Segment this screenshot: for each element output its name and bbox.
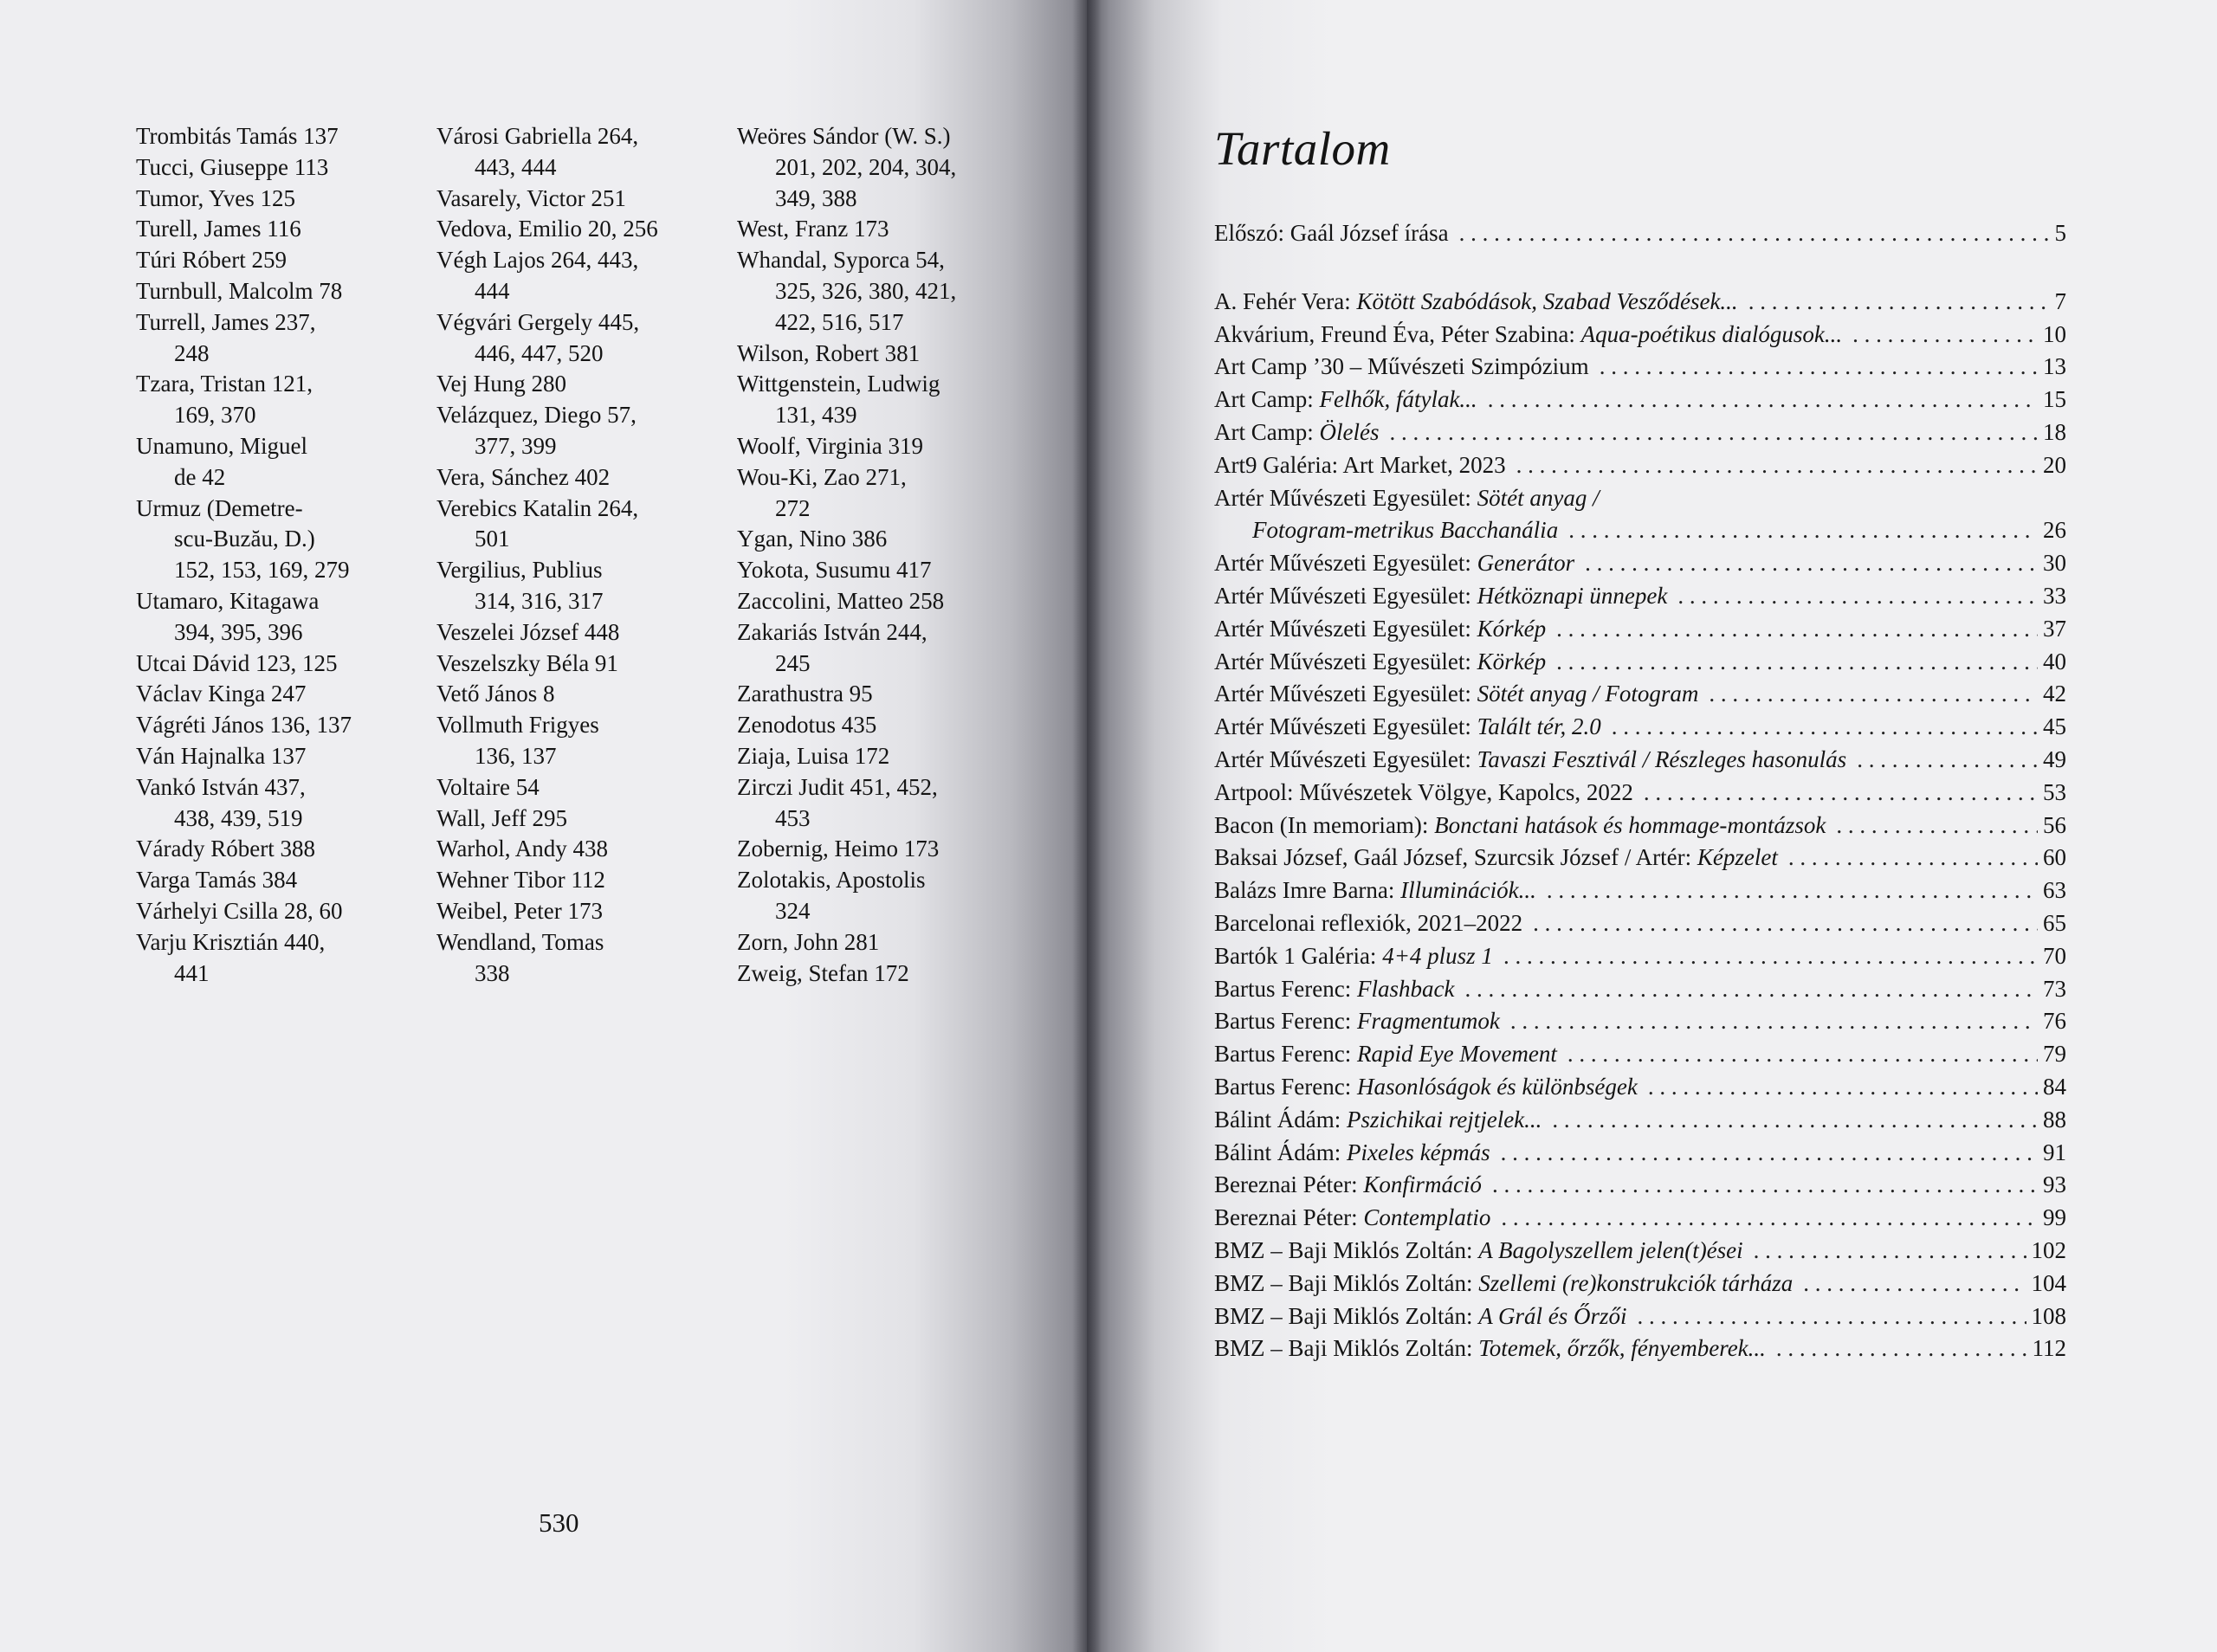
index-entry: West, Franz 173 bbox=[737, 216, 889, 242]
toc-author: Artér Művészeti Egyesület: bbox=[1214, 582, 1477, 609]
index-entry-continuation: 136, 137 bbox=[475, 742, 557, 769]
index-entry-continuation: 501 bbox=[475, 526, 510, 552]
dot-leader bbox=[1831, 810, 2038, 842]
index-entry-continuation: 245 bbox=[775, 649, 811, 676]
toc-author: Artér Művészeti Egyesület: bbox=[1214, 648, 1477, 674]
toc-page-number: 79 bbox=[2043, 1041, 2066, 1068]
dot-leader bbox=[1562, 1038, 2038, 1071]
toc-page-number: 26 bbox=[2043, 517, 2066, 544]
index-entry-continuation: 422, 516, 517 bbox=[775, 308, 904, 335]
toc-page-number: 93 bbox=[2043, 1171, 2066, 1198]
toc-entry bbox=[1214, 1300, 2066, 1333]
index-entry: Vera, Sánchez 402 bbox=[436, 463, 611, 490]
page-number: 530 bbox=[539, 1507, 579, 1538]
toc-author: Bereznai Péter: bbox=[1214, 1171, 1364, 1198]
toc-entry-label bbox=[1214, 810, 1826, 842]
toc-work-title: A Grál és Őrzői bbox=[1478, 1302, 1627, 1329]
toc-entry bbox=[1214, 217, 2066, 250]
index-entry: Turrell, James 237, bbox=[136, 308, 316, 335]
toc-entry bbox=[1214, 384, 2066, 416]
index-entry: Végvári Gergely 445, bbox=[436, 308, 640, 335]
toc-entry-label bbox=[1214, 1235, 1743, 1268]
toc-author: Art Camp: bbox=[1214, 418, 1320, 445]
toc-page-number: 5 bbox=[2054, 220, 2066, 246]
toc-work-title: A Bagolyszellem jelen(t)ései bbox=[1478, 1236, 1743, 1263]
toc-entry bbox=[1214, 744, 2066, 777]
toc-entry bbox=[1214, 1202, 2066, 1235]
toc-entry bbox=[1214, 547, 2066, 580]
toc-author: Bartus Ferenc: bbox=[1214, 1073, 1357, 1100]
index-entry: Vágréti János 136, 137 bbox=[136, 712, 352, 739]
index-entry: Végh Lajos 264, 443, bbox=[436, 247, 639, 274]
index-entry: Várhelyi Csilla 28, 60 bbox=[136, 897, 343, 924]
toc-work-title: Talált tér, 2.0 bbox=[1477, 713, 1601, 740]
dot-leader bbox=[1606, 711, 2038, 744]
index-entry-continuation: 438, 439, 519 bbox=[174, 804, 303, 831]
toc-entry bbox=[1214, 810, 2066, 842]
toc-page-number: 91 bbox=[2043, 1139, 2066, 1165]
toc-author: A. Fehér Vera: bbox=[1214, 287, 1357, 314]
toc-page-number: 15 bbox=[2043, 386, 2066, 413]
dot-leader bbox=[1643, 1071, 2038, 1104]
left-page-index bbox=[0, 0, 1087, 1652]
toc-entry-label bbox=[1214, 1104, 1542, 1137]
dot-leader bbox=[1632, 1300, 2026, 1333]
toc-entry-label bbox=[1214, 1268, 1793, 1300]
index-entry: Zaccolini, Matteo 258 bbox=[737, 587, 945, 614]
index-entry: Verebics Katalin 264, bbox=[436, 494, 639, 521]
dot-leader bbox=[1498, 940, 2038, 973]
toc-entry bbox=[1214, 319, 2066, 352]
toc-work-title: Aqua-poétikus dialógusok... bbox=[1580, 320, 1843, 347]
toc-author: Bereznai Péter: bbox=[1214, 1204, 1364, 1231]
index-entry-continuation: 446, 447, 520 bbox=[475, 339, 604, 366]
index-entry: Velázquez, Diego 57, bbox=[436, 402, 637, 429]
toc-entry bbox=[1214, 973, 2066, 1006]
index-entry: Veszelszky Béla 91 bbox=[436, 649, 618, 676]
index-entry-continuation: 444 bbox=[475, 277, 510, 304]
toc-author: Artér Művészeti Egyesület: bbox=[1214, 615, 1477, 642]
toc-author: Artpool: Művészetek Völgye, Kapolcs, 2022 bbox=[1214, 778, 1633, 805]
dot-leader bbox=[1496, 1202, 2038, 1235]
toc-page-number: 73 bbox=[2043, 975, 2066, 1002]
dot-leader bbox=[1483, 384, 2038, 416]
toc-work-title: Kötött Szabódások, Szabad Vesződések... bbox=[1356, 287, 1738, 314]
toc-work-title: Sötét anyag / Fotogram bbox=[1477, 681, 1699, 707]
index-entry-continuation: 349, 388 bbox=[775, 184, 857, 211]
index-entry: Wendland, Tomas bbox=[436, 928, 604, 955]
toc-entry bbox=[1214, 874, 2066, 907]
toc-entry bbox=[1214, 678, 2066, 711]
toc-page-number: 84 bbox=[2043, 1073, 2066, 1100]
index-entry-continuation: 453 bbox=[775, 804, 811, 831]
dot-leader bbox=[1505, 1005, 2038, 1038]
toc-work-title: Pszichikai rejtjelek... bbox=[1346, 1106, 1542, 1133]
index-entry: Vankó István 437, bbox=[136, 773, 306, 800]
toc-work-title: Hasonlóságok és különbségek bbox=[1356, 1073, 1638, 1100]
toc-work-title: Sötét anyag / bbox=[1477, 484, 1600, 511]
toc-page-number: 42 bbox=[2043, 681, 2066, 707]
dot-leader bbox=[1384, 416, 2038, 449]
toc-author: Artér Művészeti Egyesület: bbox=[1214, 550, 1477, 577]
toc-author: Artér Művészeti Egyesület: bbox=[1214, 681, 1477, 707]
toc-page-number: 88 bbox=[2043, 1106, 2066, 1133]
toc-entry-label bbox=[1214, 1333, 1766, 1365]
toc-entry-label bbox=[1214, 907, 1522, 940]
index-entry-continuation: 441 bbox=[174, 959, 210, 986]
index-entry: Wall, Jeff 295 bbox=[436, 804, 568, 831]
toc-author: Bálint Ádám: bbox=[1214, 1139, 1347, 1165]
toc-work-title: Flashback bbox=[1356, 975, 1455, 1002]
toc-author: Barcelonai reflexiók, 2021–2022 bbox=[1214, 909, 1523, 936]
index-entry: Turnbull, Malcolm 78 bbox=[136, 277, 343, 304]
dot-leader bbox=[1528, 907, 2038, 940]
page-title: Tartalom bbox=[1214, 122, 1391, 175]
index-column-2 bbox=[436, 121, 714, 989]
toc-author: Art Camp: bbox=[1214, 386, 1320, 413]
toc-entry bbox=[1214, 580, 2066, 613]
index-entry-continuation: 377, 399 bbox=[475, 432, 557, 459]
toc-entry-label bbox=[1214, 777, 1633, 810]
toc-entry bbox=[1214, 1071, 2066, 1104]
index-entry: Vető János 8 bbox=[436, 681, 555, 707]
toc-entry bbox=[1214, 940, 2066, 973]
index-entry: Wou-Ki, Zao 271, bbox=[737, 463, 907, 490]
index-entry-continuation: scu-Buzău, D.) bbox=[174, 526, 315, 552]
toc-entry bbox=[1214, 286, 2066, 319]
toc-work-title: 4+4 plusz 1 bbox=[1382, 942, 1493, 969]
toc-work-title: Contemplatio bbox=[1363, 1204, 1491, 1231]
dot-leader bbox=[1496, 1137, 2038, 1170]
dot-leader bbox=[1594, 351, 2038, 384]
toc-entry-label bbox=[1214, 286, 1738, 319]
index-entry-continuation: 169, 370 bbox=[174, 402, 256, 429]
toc-author: Bartus Ferenc: bbox=[1214, 1041, 1357, 1068]
index-entry-continuation: 272 bbox=[775, 494, 811, 521]
toc-entry-label bbox=[1214, 646, 1546, 679]
index-entry: Yokota, Susumu 417 bbox=[737, 557, 932, 584]
toc-author: Bacon (In memoriam): bbox=[1214, 811, 1435, 838]
index-entry: Varga Tamás 384 bbox=[136, 867, 298, 894]
toc-entry-label bbox=[1214, 351, 1589, 384]
toc-page-number: 30 bbox=[2043, 550, 2066, 577]
dot-leader bbox=[1542, 874, 2038, 907]
toc-work-title: Kórkép bbox=[1477, 615, 1547, 642]
index-entry: Tucci, Giuseppe 113 bbox=[136, 153, 329, 180]
toc-page-number: 56 bbox=[2043, 811, 2066, 838]
index-entry: Vedova, Emilio 20, 256 bbox=[436, 216, 658, 242]
index-entry-continuation: de 42 bbox=[174, 463, 226, 490]
dot-leader bbox=[1743, 286, 2050, 319]
toc-entry bbox=[1214, 351, 2066, 384]
toc-entry bbox=[1214, 907, 2066, 940]
dot-leader bbox=[1563, 514, 2038, 547]
index-entry: Zakariás István 244, bbox=[737, 618, 928, 645]
index-entry: Utamaro, Kitagawa bbox=[136, 587, 320, 614]
toc-entry-label bbox=[1214, 842, 1778, 874]
toc-page-number: 20 bbox=[2043, 451, 2066, 478]
index-entry: Veszelei József 448 bbox=[436, 618, 620, 645]
toc-author: Előszó: Gaál József írása bbox=[1214, 220, 1449, 246]
dot-leader bbox=[1703, 678, 2038, 711]
index-column-3 bbox=[737, 121, 1040, 989]
toc-work-title: Fotogram-metrikus Bacchanália bbox=[1252, 517, 1559, 544]
toc-entry-label bbox=[1214, 482, 1600, 515]
index-entry: Ygan, Nino 386 bbox=[737, 526, 888, 552]
index-entry: Zobernig, Heimo 173 bbox=[737, 836, 940, 862]
toc-entry bbox=[1214, 1268, 2066, 1300]
index-entry-continuation: 394, 395, 396 bbox=[174, 618, 303, 645]
toc-entry-label bbox=[1214, 416, 1379, 449]
toc-entry-label bbox=[1214, 580, 1667, 613]
index-entry: Utcai Dávid 123, 125 bbox=[136, 649, 338, 676]
toc-author: Artér Művészeti Egyesület: bbox=[1214, 745, 1477, 772]
toc-entry-label bbox=[1214, 449, 1506, 482]
index-entry-continuation: 325, 326, 380, 421, bbox=[775, 277, 957, 304]
toc-work-title: Felhők, fátylak... bbox=[1319, 386, 1477, 413]
toc-work-title: Tavaszi Fesztivál / Részleges hasonulás bbox=[1477, 745, 1847, 772]
toc-entry bbox=[1214, 842, 2066, 874]
toc-page-number: 45 bbox=[2043, 713, 2066, 740]
index-entry: Warhol, Andy 438 bbox=[436, 836, 609, 862]
toc-work-title: Totemek, őrzők, fényemberek... bbox=[1478, 1335, 1766, 1362]
toc-entry bbox=[1214, 1235, 2066, 1268]
toc-entry bbox=[1214, 482, 2066, 548]
toc-work-title: Bonctani hatások és hommage-montázsok bbox=[1434, 811, 1826, 838]
dot-leader bbox=[1847, 319, 2038, 352]
toc-entry-label bbox=[1214, 1300, 1627, 1333]
toc-entry bbox=[1214, 1169, 2066, 1202]
index-entry: Weibel, Peter 173 bbox=[436, 897, 604, 924]
toc-entry-label bbox=[1214, 547, 1574, 580]
index-entry-continuation: 248 bbox=[174, 339, 210, 366]
toc-author: BMZ – Baji Miklós Zoltán: bbox=[1214, 1335, 1479, 1362]
index-entry-continuation: 152, 153, 169, 279 bbox=[174, 557, 350, 584]
dot-leader bbox=[1459, 973, 2038, 1006]
toc-page-number: 108 bbox=[2031, 1302, 2066, 1329]
toc-entry-label bbox=[1214, 1038, 1557, 1071]
dot-leader bbox=[1511, 449, 2038, 482]
toc-author: BMZ – Baji Miklós Zoltán: bbox=[1214, 1269, 1479, 1296]
index-entry: Vasarely, Victor 251 bbox=[436, 184, 626, 211]
toc-work-title: Generátor bbox=[1477, 550, 1575, 577]
toc-author: Art9 Galéria: Art Market, 2023 bbox=[1214, 451, 1506, 478]
toc-author: Bartus Ferenc: bbox=[1214, 975, 1357, 1002]
toc-author: Baksai József, Gaál József, Szurcsik József / Artér: bbox=[1214, 844, 1697, 871]
index-entry: Václav Kinga 247 bbox=[136, 681, 307, 707]
toc-page-number: 18 bbox=[2043, 418, 2066, 445]
toc-work-title: Rapid Eye Movement bbox=[1356, 1041, 1557, 1068]
toc-work-title: Pixeles képmás bbox=[1346, 1139, 1490, 1165]
index-entry-continuation: 131, 439 bbox=[775, 402, 857, 429]
index-entry: Unamuno, Miguel bbox=[136, 432, 307, 459]
index-entry: Vergilius, Publius bbox=[436, 557, 603, 584]
toc-entry bbox=[1214, 613, 2066, 646]
index-entry: Urmuz (Demetre- bbox=[136, 494, 303, 521]
index-entry-continuation: 443, 444 bbox=[475, 153, 557, 180]
index-entry: Turell, James 116 bbox=[136, 216, 301, 242]
toc-entry bbox=[1214, 1333, 2066, 1365]
toc-page-number: 63 bbox=[2043, 877, 2066, 904]
toc-entry bbox=[1214, 1005, 2066, 1038]
dot-leader bbox=[1748, 1235, 2026, 1268]
toc-page-number: 65 bbox=[2043, 909, 2066, 936]
index-entry: Tumor, Yves 125 bbox=[136, 184, 295, 211]
toc-entry-label bbox=[1214, 1071, 1638, 1104]
index-entry: Wilson, Robert 381 bbox=[737, 339, 921, 366]
dot-leader bbox=[1551, 613, 2038, 646]
toc-page-number: 33 bbox=[2043, 582, 2066, 609]
toc-entry bbox=[1214, 1038, 2066, 1071]
dot-leader bbox=[1771, 1333, 2027, 1365]
toc-author: Artér Művészeti Egyesület: bbox=[1214, 484, 1477, 511]
toc-page-number: 7 bbox=[2054, 287, 2066, 314]
toc-entry bbox=[1214, 416, 2066, 449]
toc-page-number: 104 bbox=[2031, 1269, 2066, 1296]
toc-work-title: Illuminációk... bbox=[1400, 877, 1536, 904]
table-of-contents bbox=[1214, 217, 2066, 1365]
toc-entry-label bbox=[1214, 940, 1493, 973]
toc-entry bbox=[1214, 711, 2066, 744]
index-entry: Wittgenstein, Ludwig bbox=[737, 371, 940, 397]
index-entry: Weöres Sándor (W. S.) bbox=[737, 123, 951, 149]
index-entry: Túri Róbert 259 bbox=[136, 247, 287, 274]
dot-leader bbox=[1639, 777, 2038, 810]
toc-author: Akvárium, Freund Éva, Péter Szabina: bbox=[1214, 320, 1581, 347]
toc-entry bbox=[1214, 1104, 2066, 1137]
toc-page-number: 13 bbox=[2043, 353, 2066, 380]
toc-entry-label bbox=[1214, 384, 1477, 416]
index-column-1 bbox=[136, 121, 396, 989]
toc-author: BMZ – Baji Miklós Zoltán: bbox=[1214, 1302, 1479, 1329]
toc-entry bbox=[1214, 1137, 2066, 1170]
dot-leader bbox=[1852, 744, 2038, 777]
toc-entry-label bbox=[1214, 1005, 1500, 1038]
toc-work-title: Körkép bbox=[1477, 648, 1547, 674]
toc-work-title: Képzelet bbox=[1697, 844, 1778, 871]
index-entry: Zirczi Judit 451, 452, bbox=[737, 773, 938, 800]
toc-author: Balázs Imre Barna: bbox=[1214, 877, 1401, 904]
toc-author: BMZ – Baji Miklós Zoltán: bbox=[1214, 1236, 1479, 1263]
toc-entry bbox=[1214, 449, 2066, 482]
index-entry: Whandal, Syporca 54, bbox=[737, 247, 945, 274]
index-entry-continuation: 324 bbox=[775, 897, 811, 924]
toc-entry-label bbox=[1214, 711, 1601, 744]
dot-leader bbox=[1454, 217, 2050, 250]
toc-entry-label bbox=[1214, 1202, 1490, 1235]
index-entry: Zenodotus 435 bbox=[737, 712, 877, 739]
dot-leader bbox=[1580, 547, 2038, 580]
index-entry: Zweig, Stefan 172 bbox=[737, 959, 909, 986]
index-entry: Várady Róbert 388 bbox=[136, 836, 315, 862]
toc-author: Bálint Ádám: bbox=[1214, 1106, 1347, 1133]
index-entry: Ván Hajnalka 137 bbox=[136, 742, 307, 769]
toc-work-title: Konfirmáció bbox=[1363, 1171, 1482, 1198]
toc-page-number: 102 bbox=[2031, 1236, 2066, 1263]
toc-entry-label bbox=[1214, 1169, 1482, 1202]
dot-leader bbox=[1551, 646, 2038, 679]
dot-leader bbox=[1672, 580, 2038, 613]
index-entry: Városi Gabriella 264, bbox=[436, 123, 639, 149]
toc-entry-label bbox=[1214, 319, 1842, 352]
index-entry: Ziaja, Luisa 172 bbox=[737, 742, 890, 769]
index-entry: Zorn, John 281 bbox=[737, 928, 880, 955]
toc-entry-label bbox=[1214, 1137, 1490, 1170]
toc-entry-label bbox=[1214, 217, 1449, 250]
toc-author: Bartók 1 Galéria: bbox=[1214, 942, 1383, 969]
toc-entry bbox=[1214, 646, 2066, 679]
index-entry-continuation: 314, 316, 317 bbox=[475, 587, 604, 614]
index-entry: Zolotakis, Apostolis bbox=[737, 867, 926, 894]
toc-work-title: Hétköznapi ünnepek bbox=[1477, 582, 1668, 609]
toc-entry-label bbox=[1252, 514, 1558, 547]
toc-entry-label bbox=[1214, 613, 1546, 646]
toc-page-number: 40 bbox=[2043, 648, 2066, 674]
toc-author: Artér Művészeti Egyesület: bbox=[1214, 713, 1477, 740]
toc-entry-label bbox=[1214, 678, 1698, 711]
toc-author: Art Camp ’30 – Művészeti Szimpózium bbox=[1214, 353, 1589, 380]
index-entry: Vej Hung 280 bbox=[436, 371, 566, 397]
index-entry: Tzara, Tristan 121, bbox=[136, 371, 313, 397]
dot-leader bbox=[1783, 842, 2038, 874]
dot-leader bbox=[1547, 1104, 2038, 1137]
index-entry-continuation: 338 bbox=[475, 959, 510, 986]
toc-work-title: Ölelés bbox=[1319, 418, 1380, 445]
index-entry: Varju Krisztián 440, bbox=[136, 928, 326, 955]
toc-entry bbox=[1214, 777, 2066, 810]
toc-entry-label bbox=[1214, 973, 1454, 1006]
book-gutter bbox=[1072, 0, 1102, 1652]
index-entry: Vollmuth Frigyes bbox=[436, 712, 599, 739]
toc-author: Bartus Ferenc: bbox=[1214, 1008, 1357, 1035]
toc-page-number: 76 bbox=[2043, 1008, 2066, 1035]
toc-work-title: Szellemi (re)konstrukciók tárháza bbox=[1478, 1269, 1794, 1296]
toc-page-number: 112 bbox=[2032, 1335, 2066, 1362]
dot-leader bbox=[1798, 1268, 2026, 1300]
toc-page-number: 99 bbox=[2043, 1204, 2066, 1231]
toc-page-number: 37 bbox=[2043, 615, 2066, 642]
index-entry: Wehner Tibor 112 bbox=[436, 867, 605, 894]
toc-page-number: 10 bbox=[2043, 320, 2066, 347]
index-entry: Woolf, Virginia 319 bbox=[737, 432, 923, 459]
index-entry: Trombitás Tamás 137 bbox=[136, 123, 339, 149]
toc-page-number: 53 bbox=[2043, 778, 2066, 805]
index-entry-continuation: 201, 202, 204, 304, bbox=[775, 153, 957, 180]
index-entry: Voltaire 54 bbox=[436, 773, 540, 800]
dot-leader bbox=[1487, 1169, 2038, 1202]
toc-page-number: 49 bbox=[2043, 745, 2066, 772]
toc-page-number: 60 bbox=[2043, 844, 2066, 871]
toc-entry-label bbox=[1214, 744, 1846, 777]
toc-entry-label bbox=[1214, 874, 1536, 907]
toc-page-number: 70 bbox=[2043, 942, 2066, 969]
toc-work-title: Fragmentumok bbox=[1356, 1008, 1500, 1035]
index-entry: Zarathustra 95 bbox=[737, 681, 873, 707]
